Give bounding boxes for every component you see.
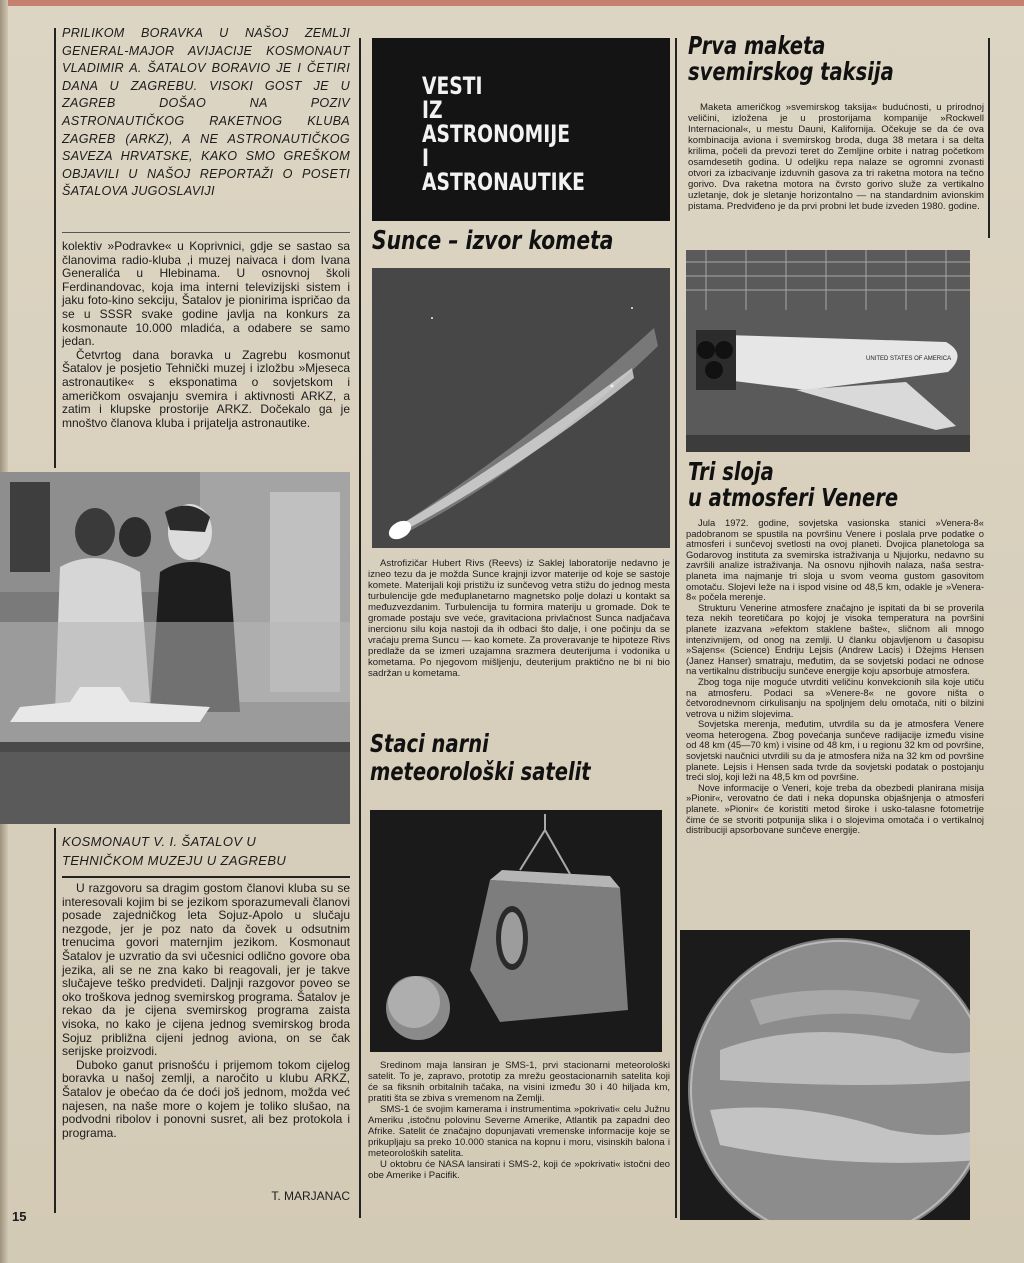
paragraph: Zbog toga nije moguće utvrditi veličinu konvekcionih sila koje utiču na atmosferu. Podaci sa »Venere-8« ne govore ništa o četvorodnevnom cirkulisanju na spoljnjem delu omotača, niti o bilzini vetrova u nižim slojevima.: [686, 675, 984, 719]
column-rule-left-lower: [54, 828, 56, 1213]
section-title-line: VESTI: [422, 72, 483, 100]
page-number: 15: [12, 1209, 27, 1224]
rule-under-intro: [62, 232, 350, 233]
section-title-line: IZ: [422, 96, 443, 124]
cosmonaut-museum-photo: [0, 472, 350, 824]
comet-graphic: [372, 268, 670, 548]
venus-headline-line1: Tri sloja: [688, 457, 774, 486]
satellite-photo: [370, 810, 662, 1052]
venus-headline-line2: u atmosferi Venere: [688, 483, 899, 512]
column-rule-mid: [359, 38, 361, 1218]
paragraph: U razgovoru sa dragim gostom članovi kluba su se interesovali kojim bi se jezikom sporazumevali članovi posade zajedničkog leta Sojuz-Apolo u slučaju nezgode, jer je poz nato da čovek u odsutnim trenucima govori maternjim jezikom. Kosmonaut Šatalov je uzvratio da svi učesnici odlično govore oba jezika, ali se ne zna kako bi reagovali, jer je takve slučajeve teško predvideti. Daljnji razgovor poveo se oko troškova jednog svemirskog programa. Šatalov je rekao da je cijena svemirskog programa zaista visoka, no kako je cijena jednog svemirskog broda Sojuz približna cijeni jednog aviona, on se čak serijske proizvodi.: [62, 881, 350, 1059]
shuttle-label: UNITED STATES OF AMERICA: [866, 356, 952, 362]
paragraph: Sredinom maja lansiran je SMS-1, prvi stacionarni meteorološki satelit. To je, zapravo, prototip za mrežu geostacionarnih satelita koji će sa fiksnih orbitalnih tačaka, na visini između 30 i 40 hiljada km, pratiti šta se zbiva s vremenom na Zemlji.: [368, 1060, 670, 1104]
section-title-line: ASTRONAUTIKE: [422, 168, 585, 196]
paragraph: kolektiv »Podravke« u Koprivnici, gdje se sastao sa članovima radio-kluba ,i muzej naivaca i dom Ivana Generalića u Hlebinama. U osnovnoj školi Ferdinandovac, koja ima interni televizijski sistem i jaku foto-kino sekciju, Šatalov je pionirima ispričao da se u SSSR svake godine javlja na konkurs za kosmonaute 10.000 mladića, a odabere se samo jedan.: [62, 239, 350, 349]
photo-caption: KOSMONAUT V. I. ŠATALOV U TEHNIČKOM MUZEJU U ZAGREBU: [62, 834, 287, 868]
left-column-text-bottom: [62, 882, 350, 1140]
section-title-box: [372, 38, 670, 221]
left-column-text-top: [62, 240, 350, 430]
paragraph: Četvrtog dana boravka u Zagrebu kosmonut Šatalov je posjetio Tehnički muzej i izložbu »Mjeseca astronautike« s eksponatima o sovjetskom i američkom osvajanju svemira i aktivnosti ARKZ, a zatim i klupske prostorije ARKZ. Dočekalo ga je mnoštvo članova kluba i prijatelja astronautike.: [62, 347, 350, 430]
satellite-headline-line1: Staci narni: [370, 729, 489, 758]
venus-planet-photo: [680, 930, 970, 1220]
rule-under-caption: [62, 876, 350, 878]
comet-photo: [372, 268, 670, 548]
paragraph: Maketa američkog »svemirskog taksija« budućnosti, u prirodnoj veličini, izložena je u prostorijama kompanije »Rockwell Internacional«, u mestu Dauni, Kalifornija. Očekuje se da će ova kombinacija aviona i svemirskog broda, duga 38 metara i sa delta krilima, počeli da prevozi teret do Zemljine orbite i natrag početkom osamdesetih godina. U odeljku repa nalaze se ogromni zvonasti otvori za izbacivanje izduvnih gasova za tri raketna motora na tečno gorivo. Dva raketna motora na čvrsto gorivo služe za vertikalno uzletanje, dok je sletanje horizontalno — na standardnim avionskim pistama. Predviđeno je da prvi probni let bude izveden 1980. godine.: [688, 102, 984, 212]
shuttle-graphic: [686, 250, 970, 452]
intro-text: PRILIKOM BORAVKA U NAŠOJ ZEMLJI GENERAL-MAJOR AVIJACIJE KOSMONAUT VLADIMIR A. ŠATALOV BORAVIO JE I ČETIRI DANA U ZAGREBU. VISOKI GOST JE U ZAGREB DOŠAO NA POZIV ASTRONAUTIČKOG RAKETNOG KLUBA ZAGREB (ARKZ), A NE ASTRONAUTIČKOG SAVEZA HRVATSKE, KAKO SMO GREŠKOM OBJAVILI U NAŠOJ REPORTAŽI O POSETI ŠATALOVA JUGOSLAVIJI: [62, 26, 350, 199]
paragraph: Duboko ganut prisnošću i prijemom tokom cijelog boravka u našoj zemlji, a naročito u klubu ARKZ, Šatalov je obećao da će doći još jednom, možda već najesen, na naše more o kojem je toliko slušao, na podvodni ribolov i ponovni susret, ali bez protokola i programa.: [62, 1057, 350, 1140]
shuttle-headline-line1: Prva maketa: [688, 31, 826, 60]
author-signature: T. MARJANAC: [271, 1189, 350, 1203]
comet-headline: Sunce – izvor kometa: [372, 226, 614, 256]
satellite-article-text: [368, 1060, 670, 1181]
column-rule-right: [675, 38, 677, 1218]
column-rule-far-right: [988, 38, 990, 238]
paragraph: U oktobru će NASA lansirati i SMS-2, koji će »pokrivati« istočni deo obe Amerike i Pacifik.: [368, 1159, 670, 1181]
venus-article-text: [686, 518, 984, 836]
shuttle-article-text: [688, 102, 984, 212]
cosmonaut-photo-graphic: [0, 472, 350, 824]
paragraph: Strukturu Venerine atmosfere značajno je ispitati da bi se proverila teza nekih teoretičara po kojoj je visoka temperatura na površini planete izazvana »efektom staklene bašte«, sličnom ali mnogo intenzivnijem, od onog na zemlji. U članku objavljenom u časopisu »Sajens« (Science) Endriju Lejsis (Andrew Lacis) i Džejms Hensen (Janez Hanser) smatraju, međutim, da se sovjetski podaci ne odnose na vertikalnu distribuciju sunčeve energije koju apsorbuje atmosfera.: [686, 601, 984, 677]
satellite-graphic: [370, 810, 662, 1052]
shuttle-headline-line2: svemirskog taksija: [688, 57, 894, 86]
section-title-line: I: [422, 144, 429, 172]
section-title-line: ASTRONOMIJE: [422, 120, 571, 148]
paragraph: Sovjetska merenja, međutim, utvrdila su da je atmosfera Venere veoma heterogena. Zbog povećanja sunčeve radijacije između visine od 48 km (45—70 km) i visine od 48 km, i u regionu 32 km od površine, sovjetski naučnici utvrdili su da je atmosfera niža na 32 km od površine planete. Lejsis i Hensen sada tvrde da sovjetski podatak o postojanju treći sloj, koji leži na 48,5 km od površine.: [686, 718, 984, 783]
paragraph: Nove informacije o Veneri, koje treba da obezbedi planirana misija »Pionir«, verovatno će dati i neka dopunska objašnjenja o atmosferi planete. »Pionir« će koristiti metod široke i usko-talasne fotometrije čime će se stvoriti potpunija slika i o slojevima omotača i o vertikalnoj distribuciji apsorbovane sunčeve energije.: [686, 781, 984, 836]
top-edge-band: [0, 0, 1024, 6]
column-rule-left: [54, 28, 56, 468]
paragraph: Jula 1972. godine, sovjetska vasionska stanici »Venera-8« padobranom se spustila na površinu Venere i poslala prve podatke o atmosferi i sunčevoj svetlosti na ovoj planeti. Dvojica planetologa sa Godarovog instituta za svemirska istraživanja u Njujorku, nedavno su završili analize istraživanja. Na osnovu njihovih nalaza, naša sestra-planeta ima najmanje tri sloja u svom veoma gustom gasovitom omotaču. Slojevi leže na i ispod visine od 48,5 km, odakle je »Venera-8« počela merenje.: [686, 517, 984, 603]
paragraph: Astrofizičar Hubert Rivs (Reevs) iz Saklej laboratorije nedavno je izneo tezu da je možda Sunce krajnji izvor materije od koje se sastoje komete. Materijali koji pristižu iz sunčevog vetra stižu do jednog mesta turbulencije gde međuplanetarno magnetsko polje dolazi u kontakt sa međuzvezdanim. Turbulencija tu formira materiju u gromade. Dok te gromade postaju sve veće, gravitaciona privlačnost Sunca nadjačava inercionu silu koja nastoji da ih odbaci što dalje, i one počinju da se vraćaju prema Suncu — kao komete. Za proveravanje te hipoteze Rivs predlaže da se izmeri uzajamna srazmera deuterijuma i vodonika u kometama. Po njegovom mišljenju, deuterijum praktično ne bi ni bio sadržan u kometama.: [368, 558, 670, 679]
satellite-headline-line2: meteorološki satelit: [370, 757, 591, 786]
comet-article-text: [368, 558, 670, 679]
paragraph: SMS-1 će svojim kamerama i instrumentima »pokrivati« celu Južnu Ameriku ,istočnu polovinu Severne Amerike, Atlantik pa zapadni deo Afrike. Satelit će značajno dopunjavati vremenske informacije koje se prikupljaju sa preko 10.000 stanica na kopnu i moru, visinskih balona i meteoroloških satelita.: [368, 1104, 670, 1159]
venus-graphic: [680, 930, 970, 1220]
shuttle-mockup-photo: [686, 250, 970, 452]
